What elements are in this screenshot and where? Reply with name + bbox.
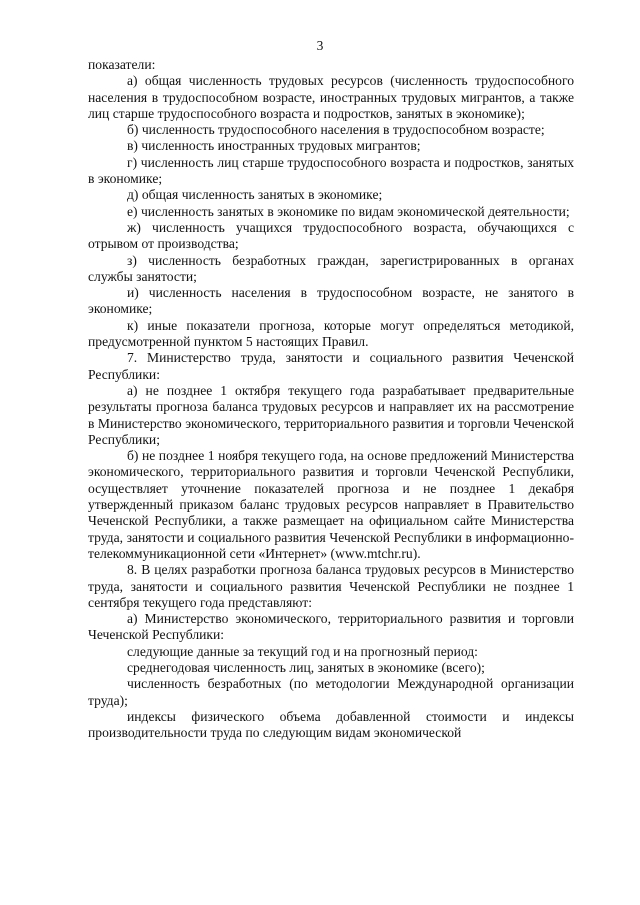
paragraph: з) численность безработных граждан, зарегистрированных в органах службы занятости; [88,252,574,284]
paragraph: к) иные показатели прогноза, которые могут определяться методикой, предусмотренной пунктом 5 настоящих Правил. [88,317,574,350]
document-body [88,57,574,741]
paragraph: 8. В целях разработки прогноза баланса трудовых ресурсов в Министерство труда, занятости и социального развития Чеченской Республики не позднее 1 сентября текущего года представляют: [88,562,574,610]
paragraph: в) численность иностранных трудовых мигрантов; [127,138,421,154]
paragraph: индексы физического объема добавленной стоимости и индексы производительности труда по следующим видам экономической [88,708,574,741]
paragraph: 7. Министерство труда, занятости и социального развития Чеченской Республики: [88,350,574,382]
paragraph: а) общая численность трудовых ресурсов (численность трудоспособного населения в трудоспособном возрасте, иностранных трудовых мигрантов, а также лиц старше трудоспособного возраста и подростков, занятых в экономике); [88,73,574,121]
paragraph: б) численность трудоспособного населения в трудоспособном возрасте; [127,122,545,138]
page-number: 3 [316,38,324,53]
paragraph: е) численность занятых в экономике по видам экономической деятельности; [127,203,570,219]
paragraph: а) Министерство экономического, территориального развития и торговли Чеченской Республики: [88,611,574,643]
paragraph: г) численность лиц старше трудоспособного возраста и подростков, занятых в экономике; [88,154,574,187]
paragraph: следующие данные за текущий год и на прогнозный период: [127,643,478,659]
paragraph: д) общая численность занятых в экономике; [127,187,383,203]
paragraph: ж) численность учащихся трудоспособного возраста, обучающихся с отрывом от производства; [88,219,574,252]
paragraph: а) не позднее 1 октября текущего года разрабатывает предварительные результаты прогноза баланса трудовых ресурсов и направляет их на рассмотрение в Министерство экономического, территориального развития и торговли Чеченской Республики; [88,382,574,447]
paragraph: численность безработных (по методологии Международной организации труда); [88,676,574,708]
paragraph: показатели: [88,57,156,72]
paragraph: б) не позднее 1 ноября текущего года, на основе предложений Министерства экономического, территориального развития и торговли Чеченской Республики, осуществляет уточнение показателей прогноза и не позднее 1 декабря утвержденный приказом баланс трудовых ресурсов направляет в Правительство Чеченской Республики, а также размещает на официальном сайте Министерства труда, занятости и социального развития Чеченской Республики в информационно-телекоммуникационной сети «Интернет» (www.mtchr.ru). [88,448,574,561]
paragraph: и) численность населения в трудоспособном возрасте, не занятого в экономике; [88,285,574,317]
paragraph: среднегодовая численность лиц, занятых в экономике (всего); [127,659,485,675]
